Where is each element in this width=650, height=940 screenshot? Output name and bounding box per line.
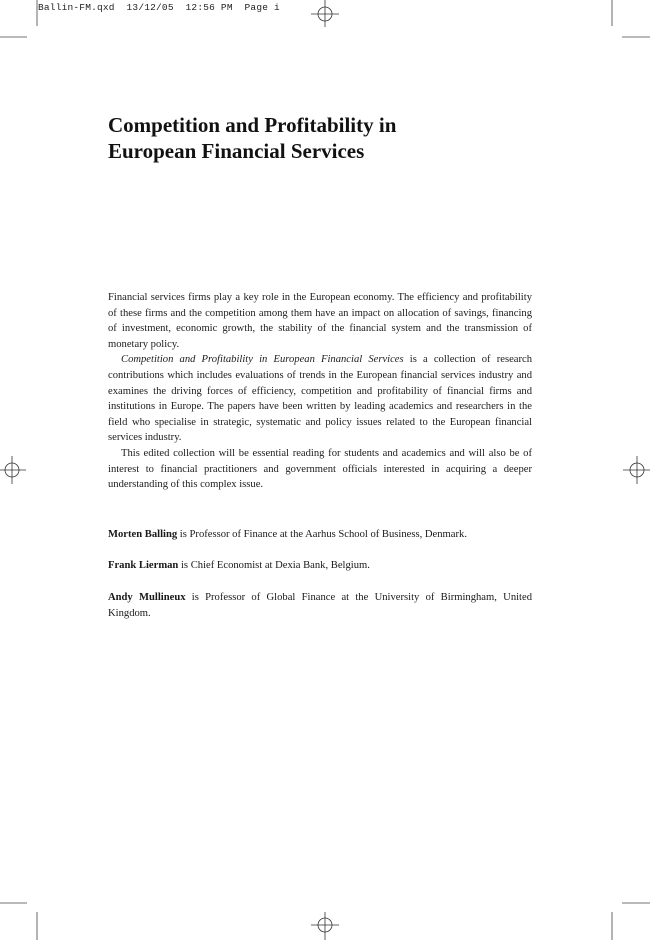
registration-mark-left (0, 456, 26, 484)
author-description: is Professor of Finance at the Aarhus School of Business, Denmark. (177, 529, 467, 540)
registration-mark-top (311, 0, 339, 27)
book-title-line-1: Competition and Profitability in (108, 113, 397, 137)
registration-mark-right (623, 456, 650, 484)
description-paragraph-1: Financial services firms play a key role in the European economy. The efficiency and profitability of these firms and the competition among them have an impact on allocation of savings, financing of investment, economic growth, the stability of the financial system and the transmission of monetary policy. (108, 292, 532, 350)
book-title-line-2: European Financial Services (108, 139, 365, 163)
author-bio (108, 590, 532, 621)
author-name: Andy Mullineux (108, 592, 186, 603)
book-title (108, 112, 538, 164)
author-bio (108, 527, 532, 543)
author-bio (108, 558, 532, 574)
book-description (108, 290, 532, 493)
author-description: is Chief Economist at Dexia Bank, Belgium. (178, 560, 370, 571)
book-title-italic: Competition and Profitability in European Financial Services (121, 354, 404, 366)
author-name: Morten Balling (108, 529, 178, 540)
print-slug: Ballin-FM.qxd 13/12/05 12:56 PM Page i (38, 2, 280, 13)
author-description: is Professor of Global Finance at the University of Birmingham, United Kingdom. (108, 592, 532, 619)
author-name: Frank Lierman (108, 560, 179, 571)
description-paragraph-2 (108, 352, 532, 446)
registration-mark-bottom (311, 912, 339, 940)
description-paragraph-2-text: is a collection of research contributions which includes evaluations of trends in the European financial services industry and examines the driving forces of efficiency, competition and profitability of financial firms and institutions in Europe. The papers have been written by leading academics and researchers in the field who specialise in strategic, systematic and policy issues related to the European financial services industry. (108, 354, 533, 444)
description-paragraph-3: This edited collection will be essential reading for students and academics and will also be of interest to financial practitioners and government officials interested in acquiring a deeper understanding of this complex issue. (108, 447, 532, 491)
